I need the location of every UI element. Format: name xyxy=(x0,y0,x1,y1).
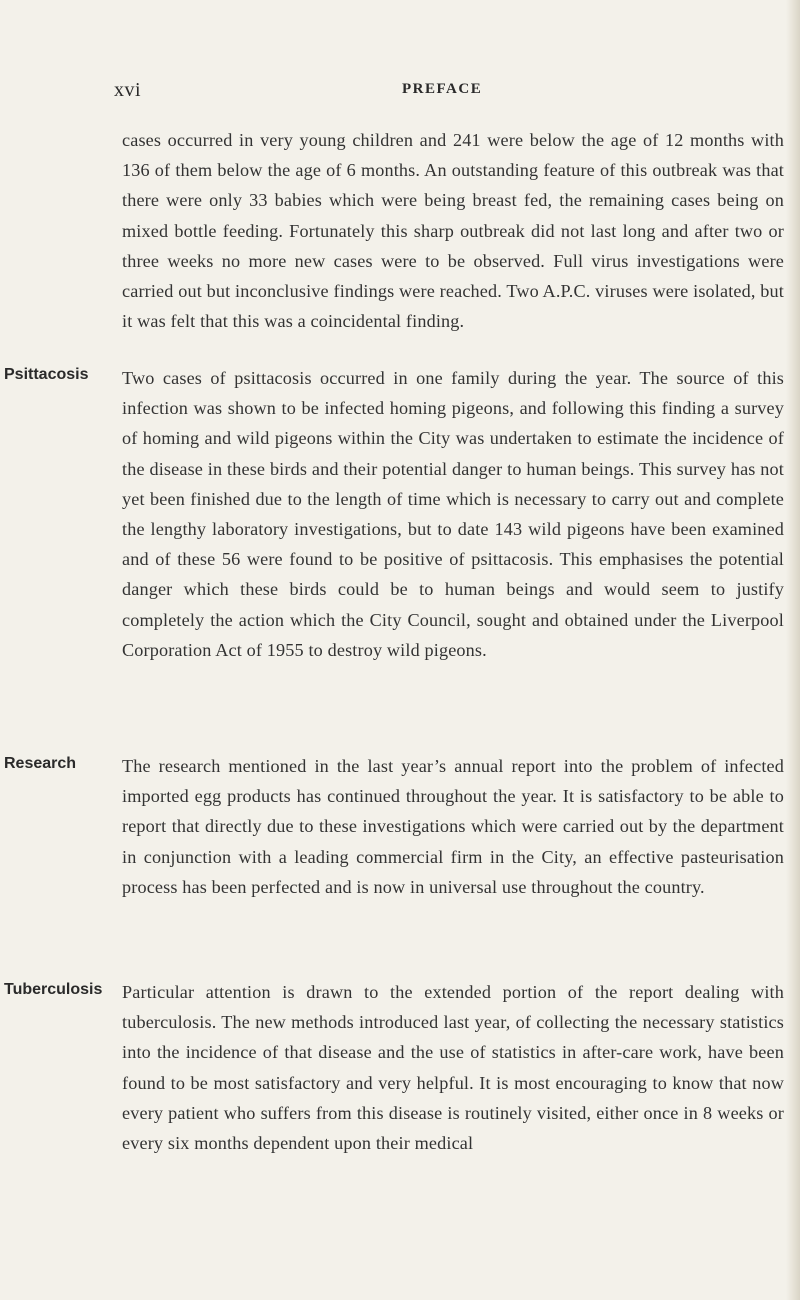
page-number: xvi xyxy=(114,79,142,101)
page-edge-shadow xyxy=(786,0,800,1300)
margin-heading-research: Research xyxy=(4,755,77,772)
running-head: PREFACE xyxy=(402,81,483,97)
page-header xyxy=(0,79,800,103)
paragraph-psittacosis: Two cases of psittacosis occurred in one family during the year. The source of this infection was shown to be infected homing pigeons, and following this finding a survey of homing and wild pigeons within the City was undertaken to estimate the incidence of the disease in these birds and their potential danger to human beings. This survey has not yet been finished due to the length of time which is necessary to carry out and complete the lengthy laboratory investigations, but to date 143 wild pigeons have been examined and of these 56 were found to be positive of psittacosis. This emphasises the potential danger which these birds could be to human beings and would seem to justify completely the action which the City Council, sought and obtained under the Liverpool Corporation Act of 1955 to destroy wild pigeons. xyxy=(122,368,784,660)
paragraph-tuberculosis: Particular attention is drawn to the extended portion of the report dealing with tuberculosis. The new methods introduced last year, of collecting the necessary statistics into the incidence of that disease and the use of statistics in after-care work, have been found to be most satisfactory and very helpful. It is most encouraging to know that now every patient who suffers from this disease is routinely visited, either once in 8 weeks or every six months dependent upon their medical xyxy=(122,982,784,1154)
margin-heading-tuberculosis: Tuberculosis xyxy=(4,981,103,998)
paragraph-research: The research mentioned in the last year’s annual report into the problem of infected imported egg products has continued throughout the year. It is satisfactory to be able to report that directly due to these investigations which were carried out by the department in conjunction with a leading commercial firm in the City, an effective pasteurisation process has been perfected and is now in universal use throughout the country. xyxy=(122,756,784,897)
paragraph-outbreak: cases occurred in very young children and 241 were below the age of 12 months with 136 of them below the age of 6 months. An outstanding feature of this outbreak was that there were only 33 babies which were being breast fed, the remaining cases being on mixed bottle feeding. Fortunately this sharp outbreak did not last long and after two or three weeks no more new cases were to be observed. Full virus investigations were carried out but inconclusive findings were reached. Two A.P.C. viruses were isolated, but it was felt that this was a coincidental finding. xyxy=(122,130,784,332)
margin-heading-psittacosis: Psittacosis xyxy=(4,366,89,383)
